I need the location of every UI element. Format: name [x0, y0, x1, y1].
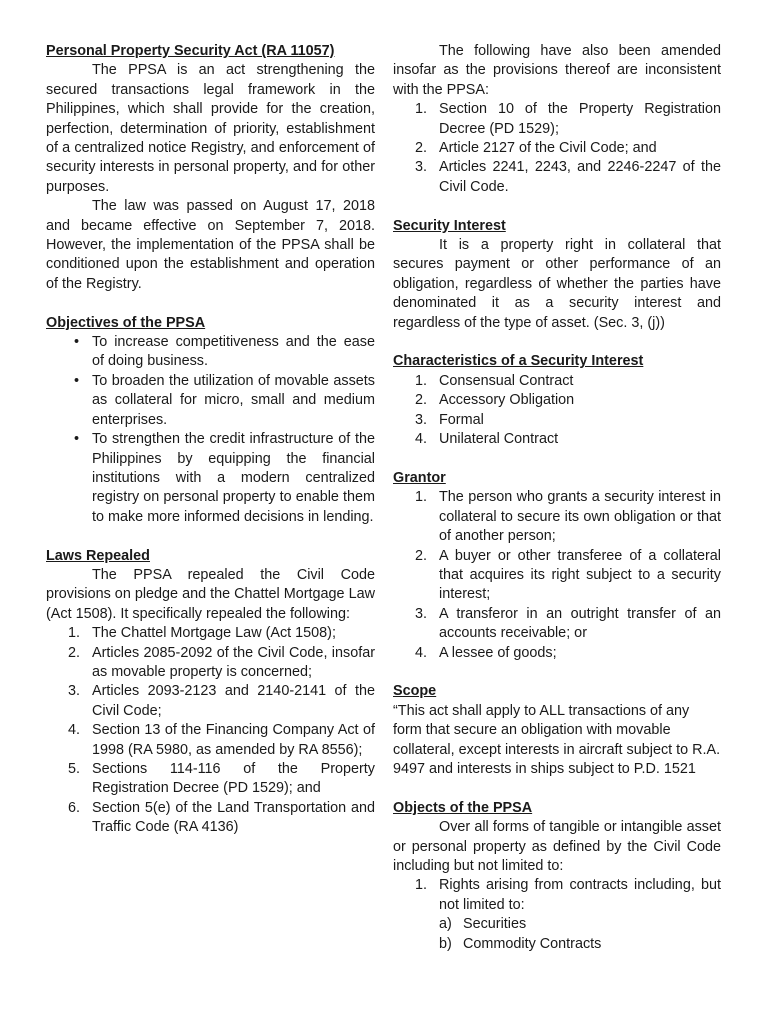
list-item: a) Securities: [439, 916, 527, 933]
grantor-list: [393, 488, 721, 663]
section-scope: [393, 682, 721, 779]
list-item: • To broaden the utilization of movable assets as collateral for micro, small and medium enterprises.: [74, 372, 375, 428]
security-interest-text: It is a property right in collateral that secures payment or other performance of an obligation, regardless of whether the parties have denominated it as a security interest and regardless of the type of asset. (Sec. 3, (j)): [393, 237, 721, 331]
bullet-icon: •: [74, 431, 80, 448]
section-amended: [393, 42, 721, 197]
list-item: 3. A transferor in an outright transfer of an accounts receivable; or: [415, 605, 721, 642]
heading-scope: Scope: [393, 683, 437, 700]
list-item: 2. Accessory Obligation: [415, 392, 575, 409]
list-item: 1. Section 10 of the Property Registration Decree (PD 1529);: [415, 101, 721, 137]
scope-text: “This act shall apply to ALL transactions of any form that secure an obligation with movable collateral, except interests in aircraft subject to R.A. 9497 and interests in ships subject to P.D. 1521: [393, 702, 721, 777]
section-ppsa: [46, 42, 375, 294]
amended-intro: The following have also been amended insofar as the provisions thereof are inconsistent with the PPSA:: [393, 43, 721, 98]
heading-grantor: Grantor: [393, 469, 446, 486]
bullet-icon: •: [74, 334, 80, 351]
list-item: 2. Articles 2085-2092 of the Civil Code, insofar as movable property is concerned;: [68, 644, 375, 680]
list-item: 4. A lessee of goods;: [415, 644, 557, 661]
heading-security-interest: Security Interest: [393, 217, 506, 234]
left-column: [46, 42, 375, 838]
objects-intro: Over all forms of tangible or intangible asset or personal property as defined by the Civil Code including but not limited to:: [393, 819, 721, 874]
laws-repealed-list: [46, 624, 375, 837]
list-item: 1. The Chattel Mortgage Law (Act 1508);: [68, 625, 336, 642]
list-item: 1. The person who grants a security interest in collateral to secure its own obligation or that of another person;: [415, 489, 721, 545]
heading-ppsa: Personal Property Security Act (RA 11057): [46, 43, 335, 59]
list-item: 4. Section 13 of the Financing Company Act of 1998 (RA 5980, as amended by RA 8556);: [68, 722, 375, 758]
amended-list: [393, 100, 721, 197]
objectives-list: [46, 333, 375, 527]
list-item: 4. Unilateral Contract: [415, 431, 559, 448]
section-objects: [393, 799, 721, 954]
heading-objectives: Objectives of the PPSA: [46, 314, 206, 331]
heading-objects: Objects of the PPSA: [393, 799, 533, 816]
heading-laws-repealed: Laws Repealed: [46, 547, 150, 564]
section-laws-repealed: [46, 547, 375, 838]
list-item: 2. A buyer or other transferee of a collateral that acquires its right subject to a security interest;: [415, 547, 721, 603]
list-item: 1. Rights arising from contracts including, but not limited to:: [415, 877, 721, 913]
list-item: • To strengthen the credit infrastructure of the Philippines by equipping the financial institutions with a modern centralized registry on personal property to enable them to make more informed decisions in lending.: [74, 431, 375, 525]
bullet-icon: •: [74, 372, 80, 389]
list-item: 1. Consensual Contract: [415, 372, 574, 389]
list-item: 2. Article 2127 of the Civil Code; and: [415, 140, 657, 157]
section-objectives: [46, 314, 375, 527]
list-item: 6. Section 5(e) of the Land Transportation and Traffic Code (RA 4136): [68, 799, 375, 836]
list-item: 3. Articles 2241, 2243, and 2246-2247 of the Civil Code.: [415, 159, 721, 195]
list-item: 5. Sections 114-116 of the Property Registration Decree (PD 1529); and: [68, 761, 375, 797]
ppsa-paragraph-1: The PPSA is an act strengthening the secured transactions legal framework in the Philippines, which shall provide for the creation, perfection, determination of priority, establishment of a centralized notice Registry, and enforcement of security interests in personal property, and for other purposes.: [46, 62, 375, 195]
list-item: • To increase competitiveness and the ease of doing business.: [74, 334, 375, 370]
section-grantor: [393, 469, 721, 663]
objects-sublist: [393, 915, 721, 954]
section-characteristics: [393, 352, 721, 449]
list-item: 3. Formal: [415, 411, 484, 428]
ppsa-paragraph-2: The law was passed on August 17, 2018 and became effective on September 7, 2018. However, the implementation of the PPSA shall be conditioned upon the establishment and operation of the Registry.: [46, 198, 375, 292]
laws-repealed-intro: The PPSA repealed the Civil Code provisions on pledge and the Chattel Mortgage Law (Act 1508). It specifically repealed the following:: [46, 566, 375, 622]
characteristics-list: [393, 372, 721, 450]
section-security-interest: [393, 217, 721, 333]
heading-characteristics: Characteristics of a Security Interest: [393, 353, 644, 370]
objects-list: [393, 876, 721, 915]
list-item: 3. Articles 2093-2123 and 2140-2141 of the Civil Code;: [68, 683, 375, 719]
right-column: [393, 42, 721, 954]
list-item: b) Commodity Contracts: [439, 935, 602, 952]
